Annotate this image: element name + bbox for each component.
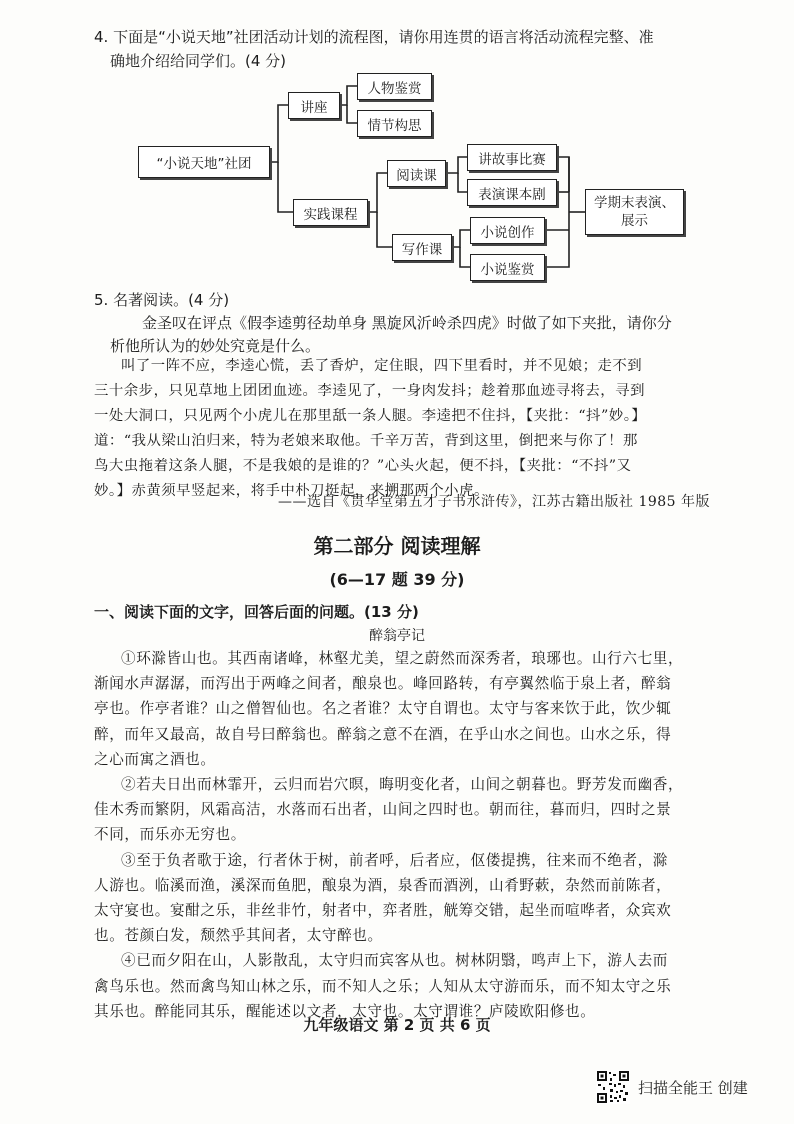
essay-line: ④已而夕阳在山，人影散乱，太守归而宾客从也。树林阴翳，鸣声上下，游人去而 [121, 952, 668, 970]
question-5-heading: 5. 名著阅读。(4 分) [94, 291, 230, 309]
flow-node-storytelling: 讲故事比赛 [467, 144, 557, 171]
essay-line: 也。苍颜白发，颓然乎其间者，太守醉也。 [94, 927, 383, 945]
excerpt-line: 三十余步，只见草地上团团血迹。李逵见了，一身肉发抖；趁着那血迹寻将去，寻到 [94, 383, 645, 399]
essay-body [94, 646, 734, 1024]
excerpt-line: 一处大洞口，只见两个小虎儿在那里舐一条人腿。李逵把不住抖，【夹批：“抖”妙。】 [94, 408, 647, 424]
flow-node-final-line-1: 学期末表演、 [594, 195, 675, 211]
flow-node-lecture: 讲座 [288, 92, 340, 119]
excerpt-line: 叫了一阵不应，李逵心慌，丢了香炉，定住眼，四下里看时，并不见娘；走不到 [121, 358, 643, 374]
qr-code-icon [596, 1070, 630, 1104]
essay-line: ③至于负者歌于途，行者休于树，前者呼，后者应，伛偻提携，往来而不绝者，滁 [121, 851, 668, 869]
flow-node-writing: 写作课 [392, 234, 452, 261]
essay-line: 之心而寓之酒也。 [94, 750, 216, 768]
question-5-prompt-line-2: 析他所认为的妙处究竟是什么。 [110, 337, 321, 355]
essay-line: 亭也。作亭者谁？山之僧智仙也。名之者谁？太守自谓也。太守与客来饮于此，饮少辄 [94, 700, 672, 718]
question-4-line-2: 确地介绍给同学们。(4 分) [110, 52, 287, 70]
essay-line: ②若夫日出而林霏开，云归而岩穴暝，晦明变化者，山间之朝暮也。野芳发而幽香， [121, 776, 684, 794]
watermark-text: 扫描全能王 创建 [638, 1078, 748, 1097]
essay-line: 不同，而乐亦无穷也。 [94, 826, 246, 844]
excerpt-line: 鸟大虫拖着这条人腿，不是我娘的是谁的？”心头火起，便不抖，【夹批：“不抖”又 [94, 458, 632, 474]
flow-node-plot: 情节构思 [357, 110, 432, 137]
flow-node-root: “小说天地”社团 [138, 146, 270, 178]
flow-node-appreciation: 小说鉴赏 [470, 254, 545, 281]
essay-line: 醉，而年又最高，故自号曰醉翁也。醉翁之意不在酒，在乎山水之间也。山水之乐，得 [94, 725, 672, 743]
flow-node-final [585, 189, 684, 235]
essay-line: 渐闻水声潺潺，而泻出于两峰之间者，酿泉也。峰回路转，有亭翼然临于泉上者，醉翁 [94, 675, 672, 693]
page-footer: 九年级语文 第 2 页 共 6 页 [303, 1016, 491, 1034]
flow-node-practice: 实践课程 [293, 199, 368, 226]
flow-node-character: 人物鉴赏 [357, 73, 432, 100]
part-2-title: 第二部分 阅读理解 [313, 534, 481, 558]
excerpt-source: ——选自《贯华堂第五才子书水浒传》，江苏古籍出版社 1985 年版 [278, 494, 711, 510]
essay-title: 醉翁亭记 [369, 628, 425, 644]
essay-line: 太守宴也。宴酣之乐，非丝非竹，射者中，弈者胜，觥筹交错，起坐而喧哗者，众宾欢 [94, 902, 672, 920]
question-5-prompt-line-1: 金圣叹在评点《假李逵剪径劫单身 黑旋风沂岭杀四虎》时做了如下夹批，请你分 [142, 314, 672, 332]
excerpt-line: 妙。】赤黄须早竖起来，将手中朴刀挺起，来搠那两个小虎。 [94, 483, 489, 499]
essay-line: 人游也。临溪而渔，溪深而鱼肥，酿泉为酒，泉香而酒洌，山肴野蔌，杂然而前陈者， [94, 876, 672, 894]
essay-line: ①环滁皆山也。其西南诸峰，林壑尤美，望之蔚然而深秀者，琅琊也。山行六七里， [121, 650, 684, 667]
question-4-line-1: 4. 下面是“小说天地”社团活动计划的流程图，请你用连贯的语言将活动流程完整、准 [94, 28, 654, 46]
essay-line: 禽鸟乐也。然而禽鸟知山林之乐，而不知人之乐；人知从太守游而乐，而不知太守之乐 [94, 977, 672, 995]
section-1-heading: 一、阅读下面的文字，回答后面的问题。(13 分) [94, 603, 419, 621]
flow-node-reading: 阅读课 [387, 160, 446, 187]
flow-node-drama: 表演课本剧 [467, 179, 557, 206]
part-2-subtitle: (6—17 题 39 分) [329, 570, 465, 589]
excerpt-line: 道：“我从梁山泊归来，特为老娘来取他。千辛万苦，背到这里，倒把来与你了！那 [94, 433, 638, 449]
essay-line: 其乐也。醉能同其乐，醒能述以文者，太守也。太守谓谁？庐陵欧阳修也。 [94, 1002, 596, 1020]
flow-node-creation: 小说创作 [470, 217, 545, 244]
essay-line: 佳木秀而繁阴，风霜高洁，水落而石出者，山间之四时也。朝而往，暮而归，四时之景 [94, 801, 672, 819]
scanner-watermark [596, 1070, 748, 1104]
excerpt-passage [94, 354, 734, 504]
flow-node-final-line-2: 展示 [621, 213, 648, 229]
